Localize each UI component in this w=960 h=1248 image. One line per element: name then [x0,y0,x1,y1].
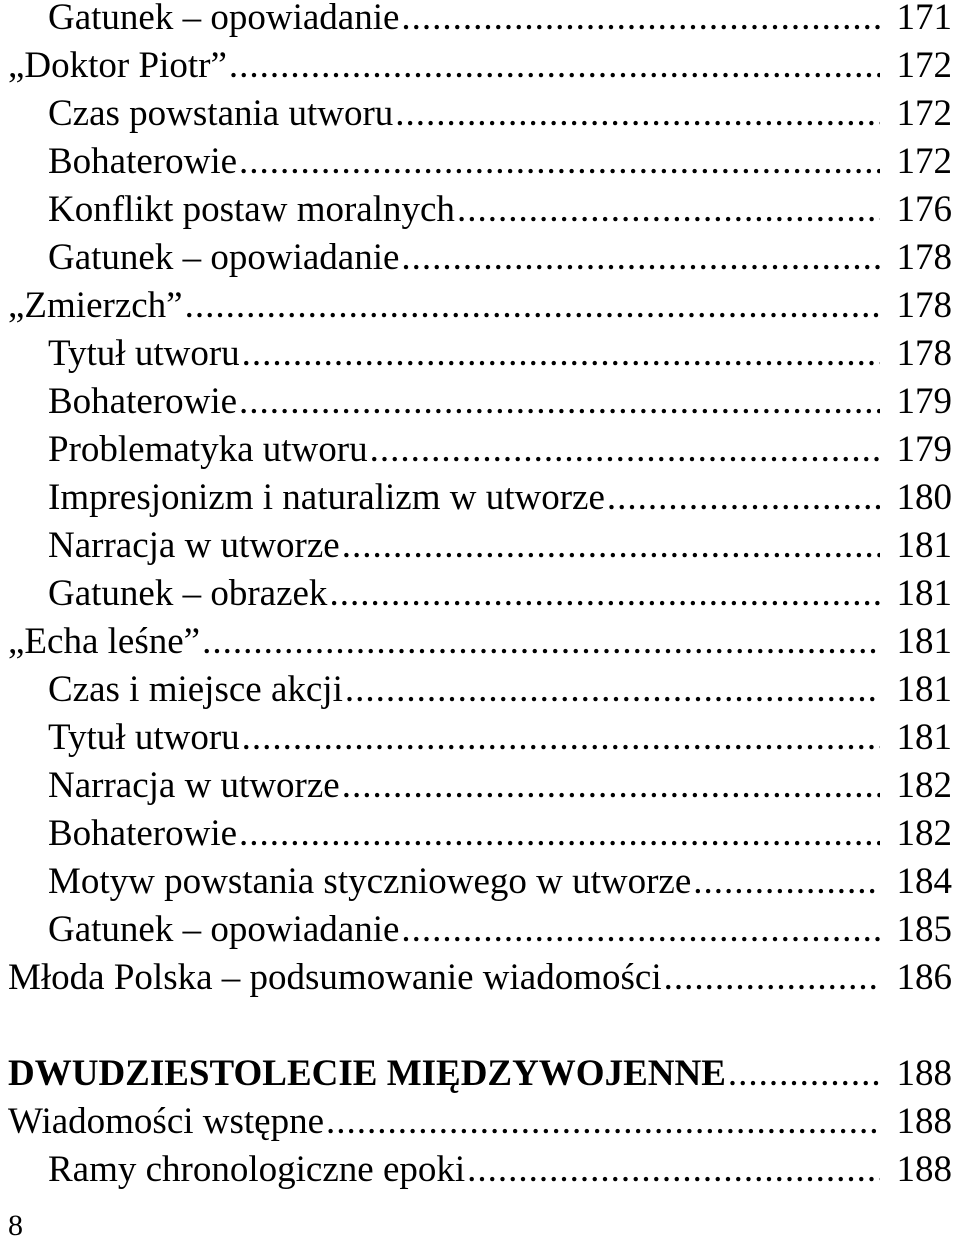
toc-entry-title: Narracja w utworze [48,525,340,566]
toc-leader-dots [342,762,880,810]
toc-entry [48,1146,952,1194]
toc-entry-title: DWUDZIESTOLECIE MIĘDZYWOJENNE [8,1053,726,1094]
toc-leader-dots [345,666,880,714]
toc-entry-page: 172 [896,93,952,134]
toc-entry [48,378,952,426]
toc-leader-dots [467,1146,880,1194]
toc-entry [8,282,952,330]
toc-entry [48,858,952,906]
toc-entry-title: Bohaterowie [48,381,238,422]
toc-entry [48,522,952,570]
toc-entry-page: 184 [896,861,952,902]
toc-entry-page: 181 [896,717,952,758]
toc-entry-page: 179 [896,381,952,422]
toc-leader-dots [728,1050,880,1098]
toc-entry-title: Impresjonizm i naturalizm w utworze [48,477,605,518]
toc-entry [48,810,952,858]
toc-leader-dots [239,810,880,858]
toc-entry-page: 180 [896,477,952,518]
toc-entry-page: 172 [896,45,952,86]
toc-entry-title: Czas i miejsce akcji [48,669,343,710]
toc-leader-dots [185,282,880,330]
toc-leader-dots [664,954,880,1002]
toc-entry [48,666,952,714]
toc-entry-page: 182 [896,813,952,854]
toc-entry-page: 181 [896,669,952,710]
page-number: 8 [8,1209,23,1242]
toc-entry-title: „Doktor Piotr” [8,45,227,86]
toc-entry [8,618,952,666]
toc-entry [48,762,952,810]
toc-entry [48,474,952,522]
toc-entry [48,186,952,234]
toc-entry-title: Gatunek – opowiadanie [48,909,400,950]
toc-entry-title: „Echa leśne” [8,621,201,662]
toc-entry-title: „Zmierzch” [8,285,183,326]
toc-entry [48,0,952,42]
toc-entry-title: Motyw powstania styczniowego w utworze [48,861,692,902]
toc-entry [48,570,952,618]
toc-entry-title: Bohaterowie [48,813,238,854]
toc-entry-title: Konflikt postaw moralnych [48,189,455,230]
toc-entry-title: Narracja w utworze [48,765,340,806]
toc-leader-dots [401,906,880,954]
toc-entry-title: Ramy chronologiczne epoki [48,1149,466,1190]
toc-leader-dots [395,90,880,138]
toc-entry-page: 176 [896,189,952,230]
toc-leader-dots [242,330,880,378]
toc-entry-page: 181 [896,573,952,614]
toc-entry-page: 178 [896,333,952,374]
toc-section-heading [8,1050,952,1098]
toc-entry-page: 188 [896,1101,952,1142]
toc-leader-dots [457,186,880,234]
toc-entry-title: Gatunek – opowiadanie [48,0,400,38]
toc-leader-dots [401,0,880,42]
toc-leader-dots [329,570,880,618]
toc-leader-dots [693,858,880,906]
toc-entry-title: Wiadomości wstępne [8,1101,325,1142]
toc-entry-page: 188 [896,1149,952,1190]
toc-entry-page: 188 [896,1053,952,1094]
toc-entry-page: 171 [896,0,952,38]
toc-leader-dots [607,474,880,522]
toc-entry-title: Młoda Polska – podsumowanie wiadomości [8,957,662,998]
toc-entry-title: Gatunek – obrazek [48,573,328,614]
toc-leader-dots [326,1098,880,1146]
toc-entry-page: 181 [896,525,952,566]
toc-entry [8,42,952,90]
toc-entry [48,426,952,474]
toc-leader-dots [239,138,880,186]
toc-entry-title: Problematyka utworu [48,429,368,470]
toc-entry-page: 186 [896,957,952,998]
toc-entry-title: Gatunek – opowiadanie [48,237,400,278]
toc-entry [48,714,952,762]
toc-leader-dots [401,234,880,282]
toc-entry [48,234,952,282]
toc-leader-dots [342,522,880,570]
toc-entry-title: Tytuł utworu [48,717,240,758]
toc-entry-page: 172 [896,141,952,182]
toc-entry-page: 178 [896,285,952,326]
toc-entry [48,330,952,378]
toc-entry-title: Czas powstania utworu [48,93,394,134]
toc-entry [48,138,952,186]
toc-entry [8,954,952,1002]
toc-leader-dots [202,618,880,666]
toc-entry-title: Bohaterowie [48,141,238,182]
toc-entry-page: 185 [896,909,952,950]
toc-entry-page: 182 [896,765,952,806]
toc-entry [48,906,952,954]
toc-entry [48,90,952,138]
toc-leader-dots [242,714,880,762]
toc-entry-page: 178 [896,237,952,278]
toc-entry-page: 181 [896,621,952,662]
toc-entry [8,1098,952,1146]
toc-entry-title: Tytuł utworu [48,333,240,374]
toc-leader-dots [370,426,880,474]
toc-leader-dots [239,378,880,426]
toc-leader-dots [229,42,880,90]
toc-entry-page: 179 [896,429,952,470]
